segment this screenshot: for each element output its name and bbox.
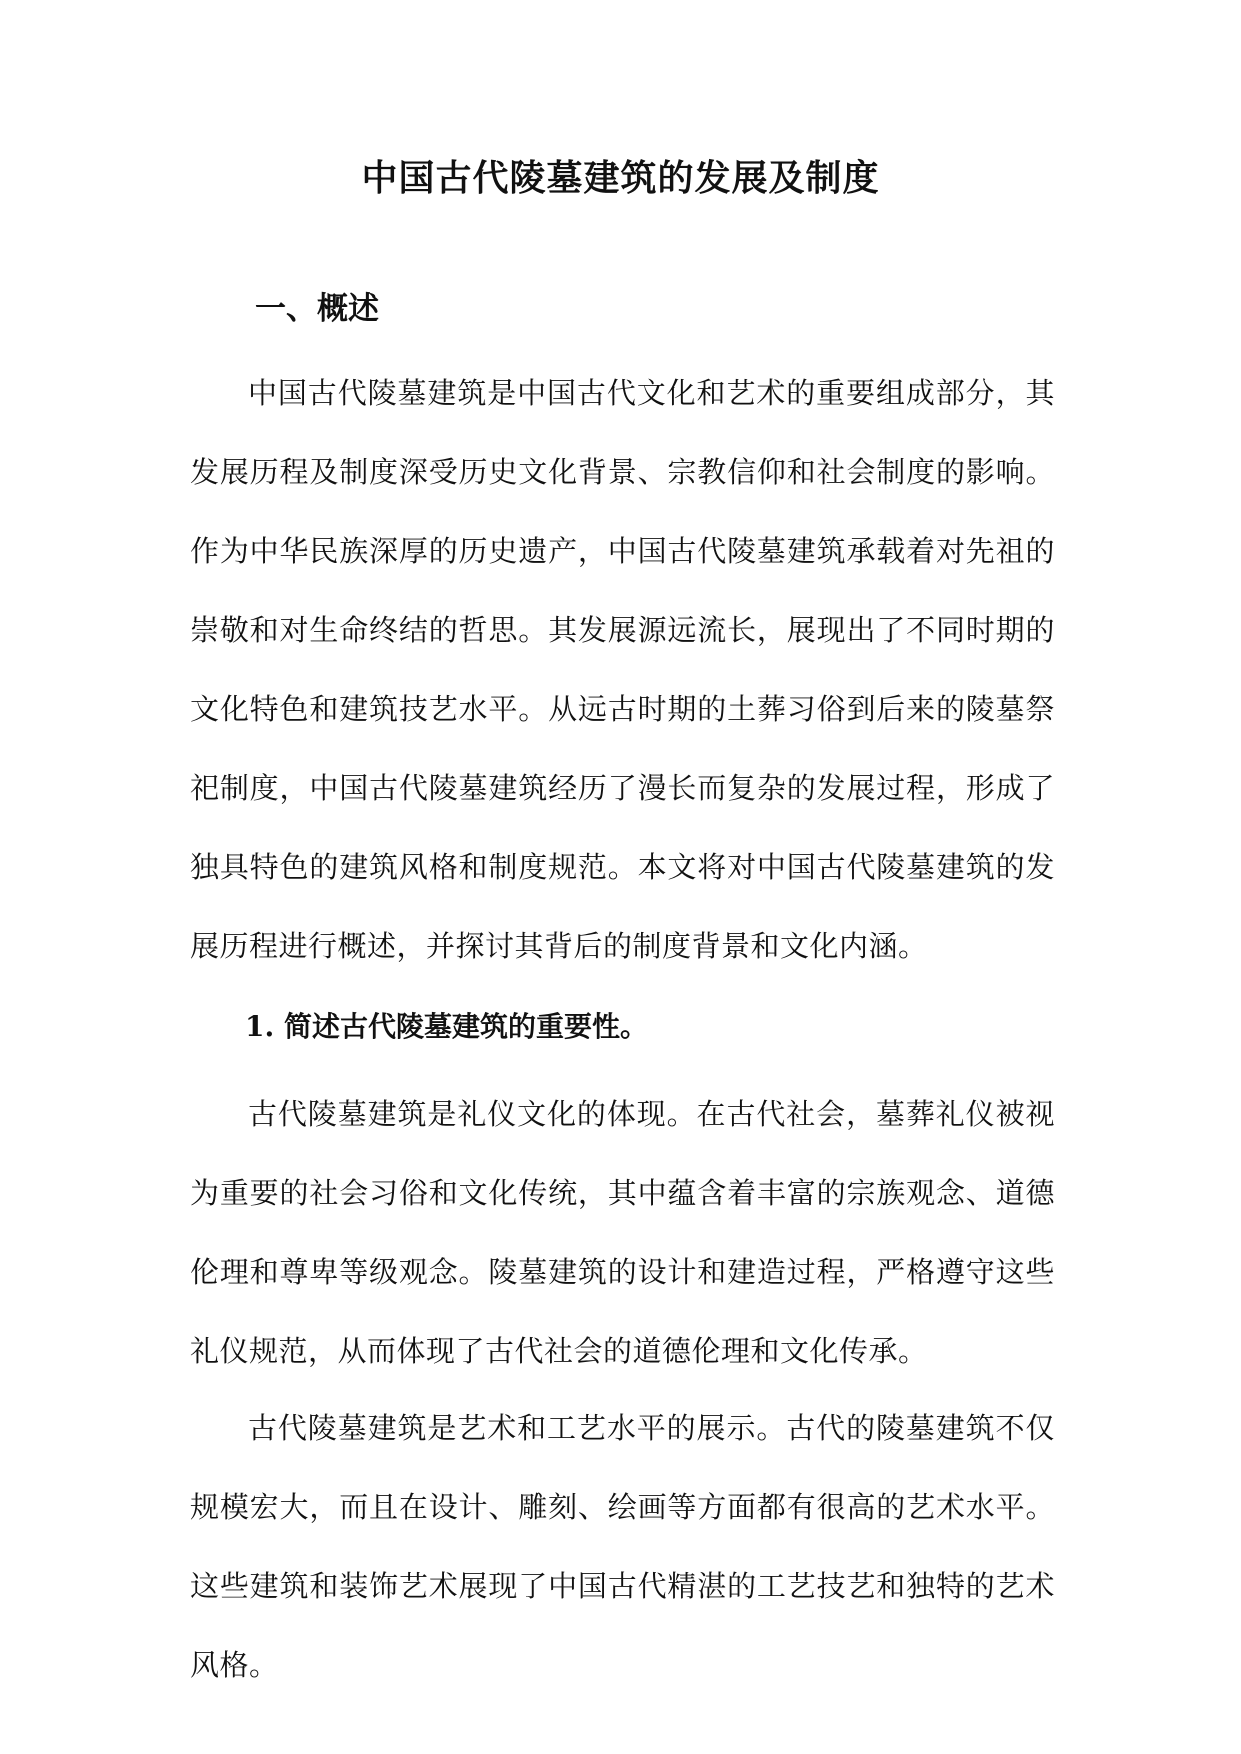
sub-heading: 1. 简述古代陵墓建筑的重要性。 [245,1010,648,1043]
document-title: 中国古代陵墓建筑的发展及制度 [361,157,880,199]
paragraph-ritual-culture: 古代陵墓建筑是礼仪文化的体现。在古代社会，墓葬礼仪被视为重要的社会习俗和文化传统，其中蕴含着丰富的宗族观念、道德伦理和尊卑等级观念。陵墓建筑的设计和建造过程，严格遵守这些礼仪规范，从而体现了古代社会的道德伦理和文化传承。 [190,1097,1055,1368]
intro-paragraph: 中国古代陵墓建筑是中国古代文化和艺术的重要组成部分，其发展历程及制度深受历史文化背景、宗教信仰和社会制度的影响。作为中华民族深厚的历史遗产，中国古代陵墓建筑承载着对先祖的崇敬和对生命终结的哲思。其发展源远流长，展现出了不同时期的文化特色和建筑技艺水平。从远古时期的土葬习俗到后来的陵墓祭祀制度，中国古代陵墓建筑经历了漫长而复杂的发展过程，形成了独具特色的建筑风格和制度规范。本文将对中国古代陵墓建筑的发展历程进行概述，并探讨其背后的制度背景和文化内涵。 [190,376,1055,963]
section-heading: 一、概述 [255,291,379,327]
paragraph-art-craft: 古代陵墓建筑是艺术和工艺水平的展示。古代的陵墓建筑不仅规模宏大，而且在设计、雕刻、绘画等方面都有很高的艺术水平。这些建筑和装饰艺术展现了中国古代精湛的工艺技艺和独特的艺术风格。 [190,1411,1055,1682]
